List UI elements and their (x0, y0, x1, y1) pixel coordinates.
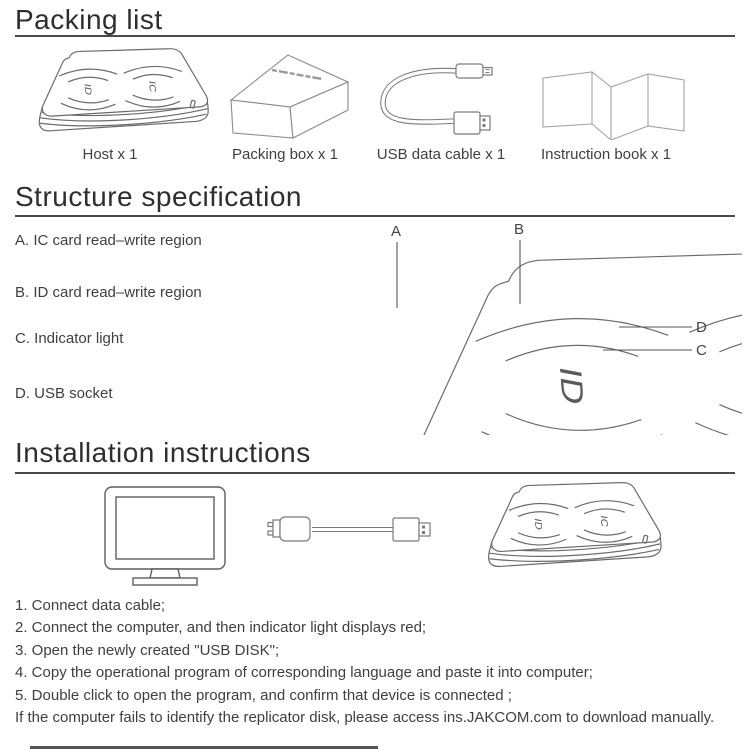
step-3: 3. Open the newly created "USB DISK"; (15, 641, 280, 659)
callout-b: B (514, 221, 525, 238)
step-5: 5. Double click to open the program, and confirm that device is connected ; (15, 686, 512, 704)
monitor-illustration (100, 483, 230, 590)
structure-divider (15, 215, 735, 217)
packing-list-title: Packing list (15, 4, 163, 35)
host-illustration (20, 44, 220, 158)
step-2: 2. Connect the computer, and then indicator light displays red; (15, 619, 427, 637)
step-1: 1. Connect data cable; (15, 597, 166, 614)
legend-indicator-light: C. Indicator light (15, 330, 124, 347)
usb-cable-label: USB data cable x 1 (376, 146, 506, 163)
usb-cable-illustration (368, 50, 518, 142)
structure-title: Structure specification (15, 181, 302, 212)
install-host-illustration (460, 478, 682, 594)
callout-d: D (696, 319, 707, 336)
installation-divider (15, 472, 735, 474)
structure-diagram (272, 220, 742, 435)
host-label: Host x 1 (82, 146, 138, 163)
bottom-partial-divider (30, 746, 378, 749)
mini-usb-connector (280, 517, 310, 541)
callout-c: C (696, 342, 707, 359)
step-4: 4. Copy the operational program of corresponding language and paste it into computer; (15, 664, 593, 682)
instruction-book-label: Instruction book x 1 (540, 146, 672, 163)
install-cable-illustration (256, 508, 436, 552)
usb-a-connector (393, 518, 419, 541)
instruction-book-illustration (535, 60, 690, 140)
installation-steps (15, 595, 737, 729)
installation-note: If the computer fails to identify the replicator disk, please access ins.JAKCOM.com to download manually. (15, 709, 715, 727)
legend-usb-socket: D. USB socket (15, 385, 113, 402)
usb-a-connector (454, 112, 480, 134)
legend-id-region: B. ID card read–write region (15, 284, 202, 301)
installation-title: Installation instructions (15, 437, 311, 468)
mini-usb-connector (456, 64, 483, 78)
packing-list-divider (15, 35, 735, 37)
packing-box-label: Packing box x 1 (232, 146, 338, 163)
packing-box-illustration (210, 48, 360, 140)
legend-ic-region: A. IC card read–write region (15, 232, 202, 249)
callout-a: A (391, 223, 402, 240)
